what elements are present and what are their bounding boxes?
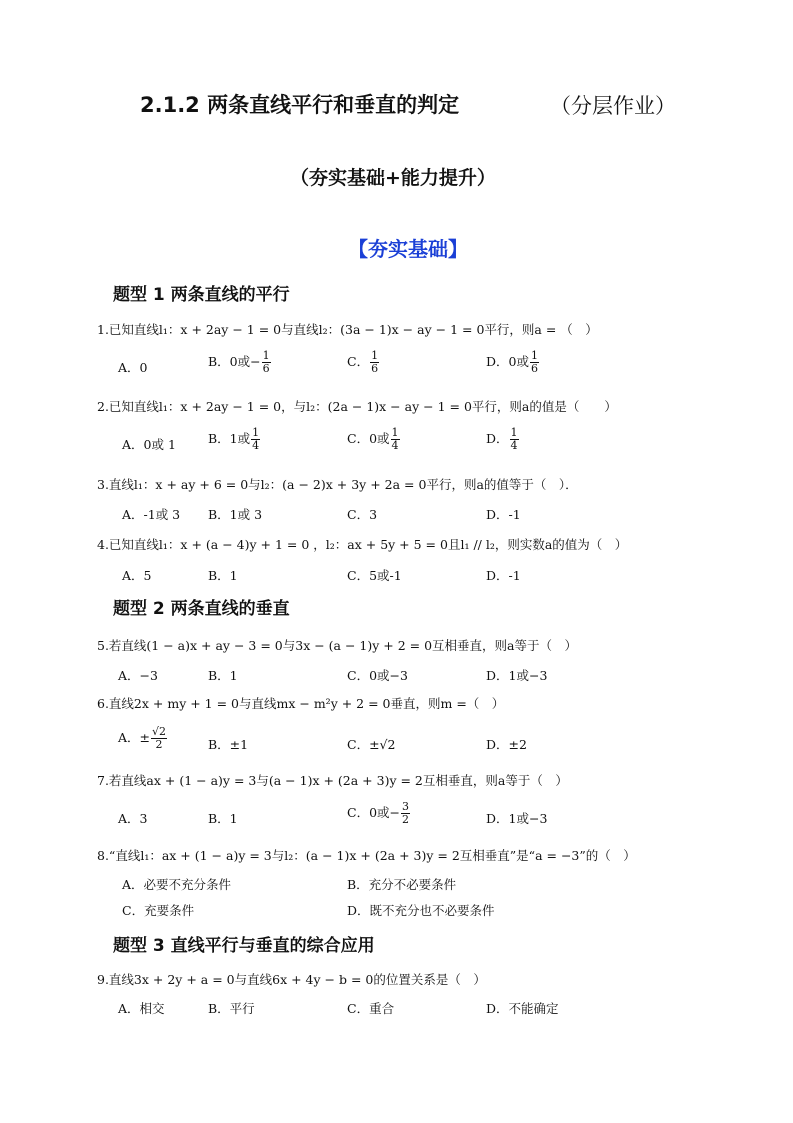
fraction: $\frac{1}{4}$ (252, 426, 260, 452)
q6-option-a: A．± $\frac{√2}{2}$ (118, 725, 167, 751)
q7-option-b: B．1 (208, 811, 238, 826)
q8-option-a: A．必要不充分条件 (122, 877, 232, 892)
q4-option-c: C．5或-1 (347, 568, 402, 583)
q5-option-b: B．1 (208, 668, 238, 683)
q8-option-d: D．既不充分也不必要条件 (347, 903, 495, 918)
q9-option-b: B．平行 (208, 1001, 255, 1016)
q4-option-a: A．5 (122, 568, 152, 583)
question-9: 9.直线3x + 2y + a = 0与直线6x + 4y − b = 0的位置关系是（ ） (97, 972, 486, 987)
q7-option-c: C．0或− $\frac{3}{2}$ (347, 800, 409, 826)
q5-option-d: D．1或−3 (486, 668, 548, 683)
fraction: $\frac{1}{6}$ (530, 349, 538, 375)
section-title: 【夯实基础】 (348, 237, 468, 261)
question-4: 4.已知直线l₁：x + (a − 4)y + 1 = 0 ，l₂：ax + 5y + 5 = 0且l₁ // l₂，则实数a的值为（ ） (97, 537, 628, 552)
fraction: $\frac{3}{2}$ (402, 800, 409, 826)
page-title: 2.1.2 两条直线平行和垂直的判定 (140, 93, 460, 117)
q6-option-c: C．±√2 (347, 737, 396, 752)
type-heading-2: 题型 2 两条直线的垂直 (113, 599, 290, 619)
q9-option-c: C．重合 (347, 1001, 395, 1016)
type-heading-3: 题型 3 直线平行与垂直的综合应用 (113, 936, 375, 956)
q3-option-c: C．3 (347, 507, 378, 522)
q5-option-a: A．−3 (118, 668, 158, 683)
fraction: $\frac{√2}{2}$ (152, 725, 167, 751)
q1-option-d: D．0或 $\frac{1}{6}$ (486, 349, 538, 375)
page-subtitle: （夯实基础+能力提升） (290, 167, 496, 189)
q6-option-d: D．±2 (486, 737, 527, 752)
fraction: $\frac{1}{4}$ (391, 426, 399, 452)
q6-option-b: B．±1 (208, 737, 249, 752)
q1-option-a: A．0 (118, 360, 148, 375)
q8-option-c: C．充要条件 (122, 903, 195, 918)
q2-option-b: B．1或 $\frac{1}{4}$ (208, 426, 260, 452)
fraction: $\frac{1}{6}$ (262, 349, 270, 375)
q1-option-b: B．0或− $\frac{1}{6}$ (208, 349, 270, 375)
type-heading-1: 题型 1 两条直线的平行 (113, 285, 290, 305)
title-note: （分层作业） (550, 94, 676, 118)
q2-option-a: A．0或 1 (122, 437, 176, 452)
q1-option-c: C． $\frac{1}{6}$ (347, 349, 379, 375)
q3-option-d: D．-1 (486, 507, 521, 522)
question-6: 6.直线2x + my + 1 = 0与直线mx − m²y + 2 = 0垂直，则m =（ ） (97, 696, 505, 711)
q2-option-c: C．0或 $\frac{1}{4}$ (347, 426, 399, 452)
q7-option-d: D．1或−3 (486, 811, 548, 826)
q5-option-c: C．0或−3 (347, 668, 408, 683)
q4-option-b: B．1 (208, 568, 238, 583)
q9-option-a: A．相交 (118, 1001, 165, 1016)
question-2: 2.已知直线l₁：x + 2ay − 1 = 0，与l₂：(2a − 1)x − ay − 1 = 0平行，则a的值是（ ） (97, 399, 617, 414)
question-3: 3.直线l₁：x + ay + 6 = 0与l₂：(a − 2)x + 3y + 2a = 0平行，则a的值等于（ ）． (97, 477, 578, 492)
question-8: 8.“直线l₁：ax + (1 − a)y = 3与l₂：(a − 1)x + (2a + 3)y = 2互相垂直”是“a = −3”的（ ） (97, 848, 636, 863)
q9-option-d: D．不能确定 (486, 1001, 559, 1016)
fraction: $\frac{1}{6}$ (371, 349, 379, 375)
q8-option-b: B．充分不必要条件 (347, 877, 457, 892)
q3-option-a: A．-1或 3 (122, 507, 181, 522)
q2-option-d: D． $\frac{1}{4}$ (486, 426, 518, 452)
question-1: 1.已知直线l₁：x + 2ay − 1 = 0与直线l₂：(3a − 1)x − ay − 1 = 0平行，则a = （ ） (97, 322, 598, 337)
q3-option-b: B．1或 3 (208, 507, 263, 522)
question-5: 5.若直线(1 − a)x + ay − 3 = 0与3x − (a − 1)y + 2 = 0互相垂直，则a等于（ ） (97, 638, 577, 653)
q4-option-d: D．-1 (486, 568, 521, 583)
fraction: $\frac{1}{4}$ (510, 426, 518, 452)
question-7: 7.若直线ax + (1 − a)y = 3与(a − 1)x + (2a + 3)y = 2互相垂直，则a等于（ ） (97, 773, 568, 788)
q7-option-a: A．3 (118, 811, 148, 826)
